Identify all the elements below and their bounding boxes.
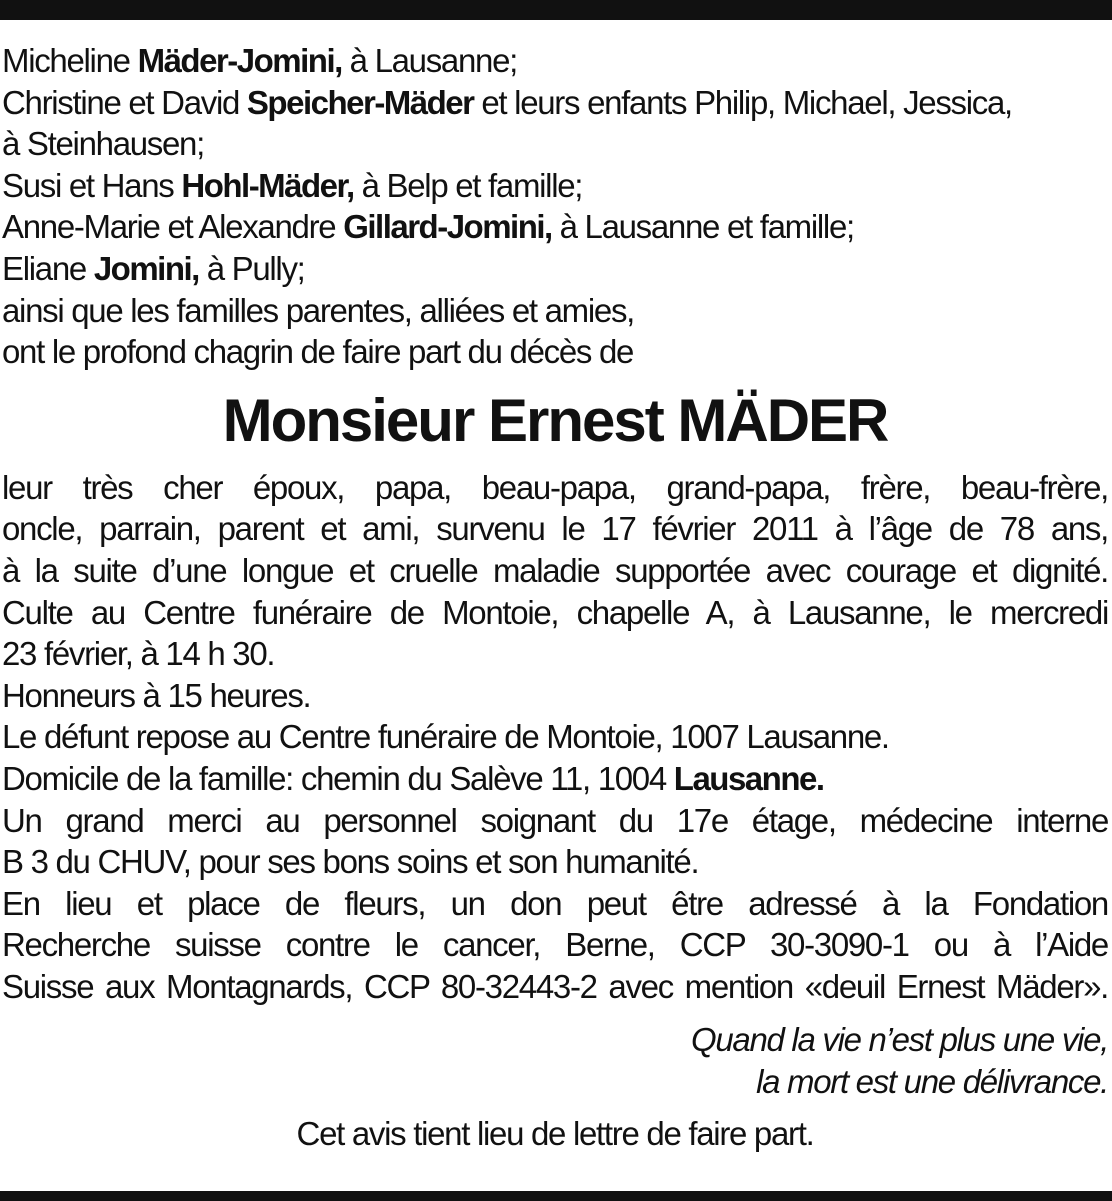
body-line xyxy=(2,966,1108,1008)
family-line xyxy=(2,82,1108,124)
family-surname: Gillard-Jomini, xyxy=(343,208,552,246)
family-line-location: à Lausanne; xyxy=(341,42,518,79)
body-line-text: En lieu et place de fleurs, un don peut être adressé à la Fondation xyxy=(2,884,1108,922)
body-line-text: 23 février, à 14 h 30. xyxy=(2,635,275,673)
body-line-text: Un grand merci au personnel soignant du 17e étage, médecine interne xyxy=(2,801,1108,839)
bottom-rule xyxy=(0,1191,1112,1201)
body-line-text: Domicile de la famille: chemin du Salève 11, 1004 xyxy=(2,759,674,797)
body-line-text: Suisse aux Montagnards, CCP 80-32443-2 avec mention «deuil Ernest Mäder». xyxy=(2,967,1108,1005)
family-line xyxy=(2,331,1108,373)
family-line-text: Eliane xyxy=(2,249,94,287)
body-line xyxy=(2,883,1108,925)
family-line-location: et leurs enfants Philip, Michael, Jessica, xyxy=(473,83,1012,121)
family-line-location: à Belp et famille; xyxy=(353,166,583,204)
family-line-text: Anne-Marie et Alexandre xyxy=(2,208,344,246)
quote-line-1: Quand la vie n’est plus une vie, xyxy=(690,1021,1108,1059)
family-line xyxy=(2,123,1108,165)
body-line xyxy=(2,633,1108,675)
body-line xyxy=(2,841,1108,883)
family-surname: Hohl-Mäder, xyxy=(181,166,354,204)
family-line-location: à Pully; xyxy=(198,249,305,287)
body-line-text: Culte au Centre funéraire de Montoie, chapelle A, à Lausanne, le mercredi xyxy=(2,593,1108,631)
body-line xyxy=(2,758,1108,800)
family-list xyxy=(2,40,1108,373)
body-line xyxy=(2,592,1108,634)
closing-note: Cet avis tient lieu de lettre de faire part. xyxy=(296,1114,814,1152)
family-line xyxy=(2,165,1108,207)
body-line xyxy=(2,800,1108,842)
body-line-text: oncle, parrain, parent et ami, survenu le 17 février 2011 à l’âge de 78 ans, xyxy=(2,510,1108,548)
family-line xyxy=(2,206,1108,248)
body-line-bold: Lausanne. xyxy=(673,759,824,797)
body-line xyxy=(2,675,1108,717)
obituary-notice xyxy=(2,40,1108,1154)
body-line xyxy=(2,716,1108,758)
family-line xyxy=(2,290,1108,332)
family-line-location: à Lausanne et famille; xyxy=(551,208,854,246)
body-line-text: Honneurs à 15 heures. xyxy=(2,676,311,714)
family-surname: Jomini, xyxy=(93,249,199,287)
body-line xyxy=(2,467,1108,509)
body-line-text: B 3 du CHUV, pour ses bons soins et son humanité. xyxy=(2,843,699,881)
family-line-text: Susi et Hans xyxy=(2,166,182,204)
body-line xyxy=(2,924,1108,966)
family-line xyxy=(2,40,1108,82)
top-rule xyxy=(0,0,1112,20)
family-surname: Mäder-Jomini, xyxy=(137,42,342,79)
body-line xyxy=(2,550,1108,592)
notice-body xyxy=(2,467,1108,1008)
family-line-text: ainsi que les familles parentes, alliées et amies, xyxy=(2,291,635,329)
body-line-text: Recherche suisse contre le cancer, Berne, CCP 30-3090-1 ou à l’Aide xyxy=(2,926,1108,964)
body-line-text: à la suite d’une longue et cruelle maladie supportée avec courage et dignité. xyxy=(2,551,1108,589)
family-line xyxy=(2,248,1108,290)
family-line-text: Micheline xyxy=(2,42,138,79)
body-line-text: Le défunt repose au Centre funéraire de Montoie, 1007 Lausanne. xyxy=(2,718,889,756)
body-line-text: leur très cher époux, papa, beau-papa, grand-papa, frère, beau-frère, xyxy=(2,468,1108,506)
family-line-text: à Steinhausen; xyxy=(2,125,204,163)
family-surname: Speicher-Mäder xyxy=(246,83,474,121)
family-line-text: ont le profond chagrin de faire part du décès de xyxy=(2,333,634,371)
deceased-name: Monsieur Ernest MÄDER xyxy=(222,386,888,454)
quote-line-2: la mort est une délivrance. xyxy=(756,1063,1108,1101)
family-line-text: Christine et David xyxy=(2,83,247,121)
body-line xyxy=(2,508,1108,550)
